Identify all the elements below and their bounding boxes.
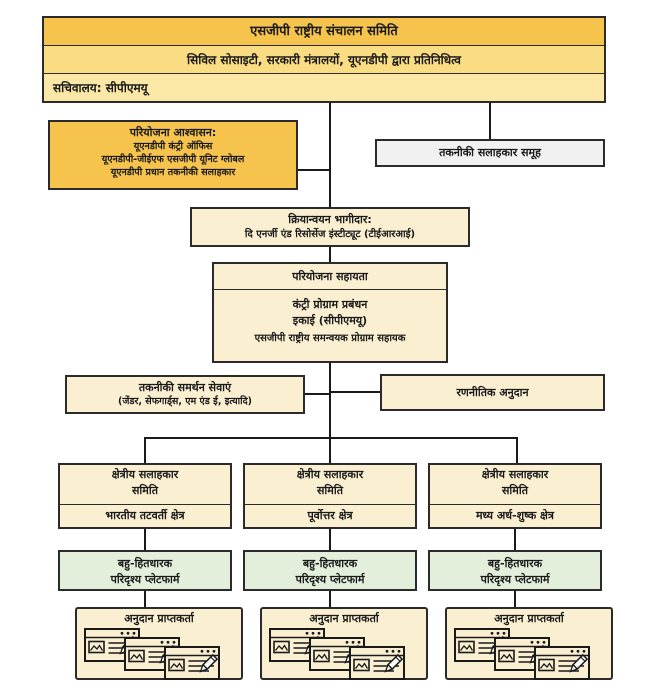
steering-committee-secretariat: सचिवालय: सीपीएमयू (44, 74, 604, 101)
steering-committee-representation: सिविल सोसाइटी, सरकारी मंत्रालयों, यूएनडीपी द्वारा प्रतिनिधित्व (44, 46, 604, 74)
technical-advisory-group-box: तकनीकी सलाहकार समूह (375, 139, 605, 167)
steering-committee-title: एसजीपी राष्ट्रीय संचालन समिति (44, 18, 604, 46)
regional-committee-box-coastal (58, 463, 232, 529)
region-label: पूर्वोत्तर क्षेत्र (307, 509, 353, 523)
connector-line (144, 529, 146, 550)
technical-support-services-box (65, 375, 305, 414)
grantees-label: अनुदान प्राप्तकर्ता (309, 612, 379, 625)
platform-label: बहु-हितधारक (487, 557, 543, 570)
platform-box-northeast (243, 550, 417, 591)
region-label: भारतीय तटवर्ती क्षेत्र (105, 509, 185, 523)
regional-committee-box-northeast (243, 463, 417, 529)
project-assurance-line: यूएनडीपी प्रधान तकनीकी सलाहकार (110, 166, 236, 178)
project-support-staff: एसजीपी राष्ट्रीय समन्वयक प्रोग्राम सहायक (254, 332, 406, 344)
connector-line (329, 591, 331, 607)
technical-support-title: तकनीकी समर्थन सेवाएं (138, 381, 232, 394)
connector-line (144, 437, 518, 439)
grant-documents-icon (84, 628, 234, 680)
connector-line (298, 169, 329, 171)
project-support-unit-line1: कंट्री प्रोग्राम प्रबंधन (292, 298, 368, 311)
project-assurance-box (48, 120, 298, 190)
implementing-partner-name: दि एनर्जी एंड रिसोर्सेज इंस्टीट्यूट (टीईआरआई) (244, 228, 416, 240)
platform-label: परिदृश्य प्लेटफार्म (480, 572, 550, 586)
connector-line (489, 103, 491, 139)
regional-committee-box-semiarid (428, 463, 602, 529)
grantees-label: अनुदान प्राप्तकर्ता (494, 612, 564, 625)
connector-line (329, 103, 331, 207)
connector-line (329, 529, 331, 550)
platform-label: परिदृश्य प्लेटफार्म (110, 572, 180, 586)
platform-box-semiarid (428, 550, 602, 591)
connector-line (516, 438, 518, 463)
project-support-box (212, 262, 448, 363)
grantees-label: अनुदान प्राप्तकर्ता (124, 612, 194, 625)
project-assurance-line: यूएनडीपी-जीईएफ एसजीपी यूनिट ग्लोबल (101, 153, 245, 165)
connector-line (144, 438, 146, 463)
steering-committee-box (42, 16, 606, 103)
connector-line (305, 393, 329, 395)
implementing-partner-title: क्रियान्वयन भागीदार: (288, 213, 372, 226)
platform-label: परिदृश्य प्लेटफार्म (295, 572, 365, 586)
technical-support-subtitle: (जेंडर, सेफगार्ड्स, एम एंड ई, इत्यादि) (118, 395, 252, 407)
implementing-partner-box (190, 207, 470, 247)
platform-box-coastal (58, 550, 232, 591)
connector-line (514, 529, 516, 550)
grantees-box-coastal (75, 607, 243, 680)
committee-label: समिति (132, 483, 158, 497)
project-support-unit-line2: इकाई (सीपीएमयू) (292, 313, 368, 327)
connector-line (144, 591, 146, 607)
project-assurance-line: यूएनडीपी कंट्री ऑफिस (133, 140, 213, 152)
platform-label: बहु-हितधारक (117, 557, 173, 570)
committee-label: क्षेत्रीय सलाहकार (111, 468, 179, 481)
region-label: मध्य अर्ध-शुष्क क्षेत्र (475, 509, 555, 523)
project-support-title: परियोजना सहायता (214, 264, 446, 290)
strategic-grants-box: रणनीतिक अनुदान (380, 374, 605, 411)
grant-documents-icon (454, 628, 604, 680)
connector-line (329, 247, 331, 262)
committee-label: क्षेत्रीय सलाहकार (296, 468, 364, 481)
project-assurance-title: परियोजना आश्वासन: (129, 126, 217, 139)
platform-label: बहु-हितधारक (302, 557, 358, 570)
committee-label: समिति (502, 483, 528, 497)
committee-label: क्षेत्रीय सलाहकार (481, 468, 549, 481)
connector-line (331, 391, 380, 393)
connector-line (329, 363, 331, 463)
connector-line (514, 591, 516, 607)
grantees-box-semiarid (445, 607, 613, 680)
committee-label: समिति (317, 483, 343, 497)
grantees-box-northeast (260, 607, 428, 680)
grant-documents-icon (269, 628, 419, 680)
